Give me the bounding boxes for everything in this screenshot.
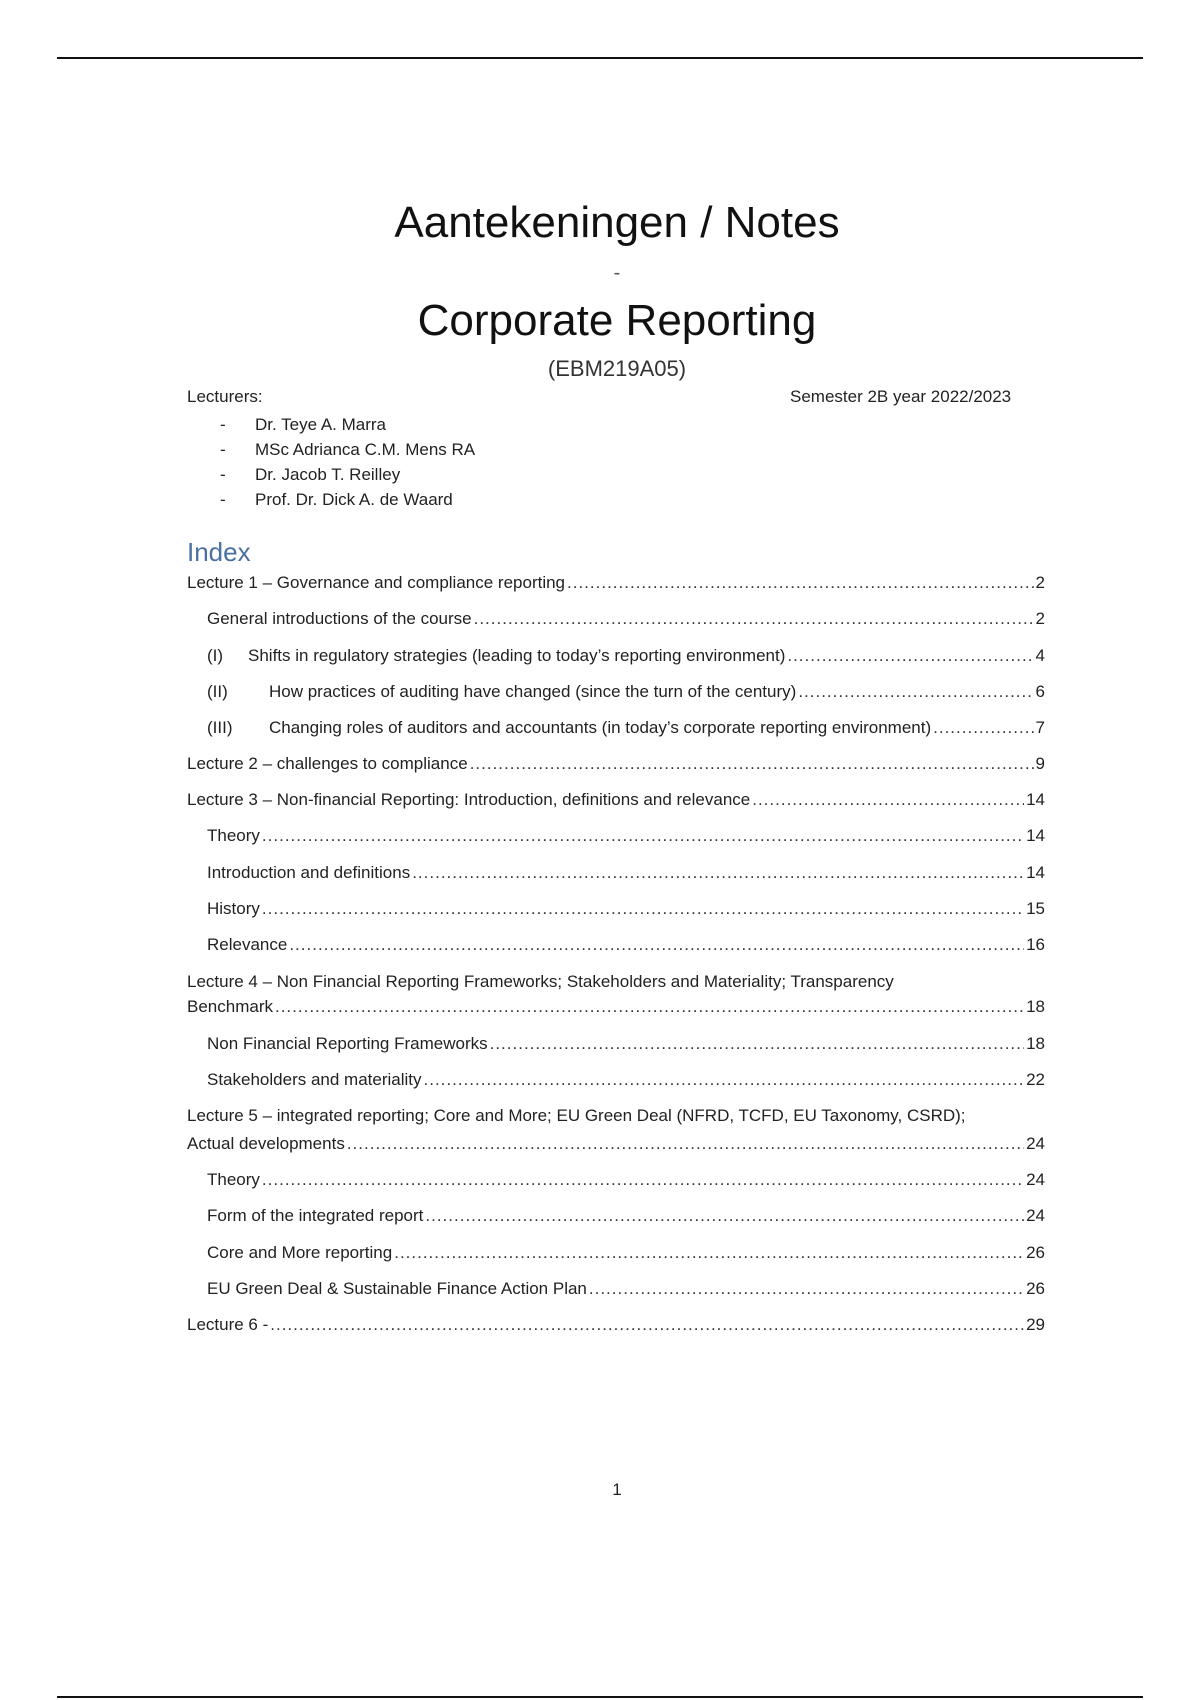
toc-leader-dots (470, 751, 1034, 776)
toc-page-number: 26 (1026, 1243, 1045, 1262)
toc-entry-numeral: (III) (207, 718, 233, 737)
toc-page-number: 26 (1026, 1279, 1045, 1298)
toc-page-number: 4 (1035, 646, 1045, 665)
lecturer-item (220, 462, 475, 487)
toc-leader-dots (289, 932, 1024, 957)
toc-entry-text: Benchmark (187, 997, 273, 1016)
toc-entry-text: Shifts in regulatory strategies (leading to today’s reporting environment) (248, 646, 786, 665)
toc-entry-introduction-definitions[interactable] (187, 860, 1045, 885)
toc-page-number: 7 (1035, 718, 1045, 737)
toc-page-number: 24 (1026, 1206, 1045, 1225)
toc-entry-eu-green-deal[interactable] (187, 1276, 1045, 1301)
lecturer-list (220, 412, 475, 512)
toc-page-number: 16 (1026, 935, 1045, 954)
toc-page-number: 15 (1026, 899, 1045, 918)
toc-entry-lecture-6[interactable] (187, 1312, 1045, 1337)
toc-leader-dots (474, 606, 1034, 631)
toc-leader-dots (412, 860, 1024, 885)
index-heading: Index (187, 537, 251, 567)
bullet-dash: - (220, 465, 226, 484)
toc-leader-dots (424, 1067, 1025, 1092)
title-separator: - (613, 262, 621, 284)
toc-entry-numeral: (II) (207, 682, 228, 701)
toc-entry-text: Lecture 6 - (187, 1315, 269, 1334)
toc-leader-dots (262, 1167, 1024, 1192)
toc-leader-dots (752, 787, 1024, 812)
lecturer-name: MSc Adrianca C.M. Mens RA (255, 440, 476, 459)
toc-leader-dots (425, 1203, 1024, 1228)
toc-leader-dots (490, 1031, 1024, 1056)
toc-leader-dots (262, 823, 1024, 848)
toc-page-number: 14 (1026, 863, 1045, 882)
toc-page-number: 22 (1026, 1070, 1045, 1089)
toc-page-number: 2 (1035, 609, 1045, 628)
toc-leader-dots (798, 679, 1033, 704)
toc-entry-lecture-3[interactable] (187, 787, 1045, 812)
toc-entry-history[interactable] (187, 896, 1045, 921)
toc-entry-text: Introduction and definitions (207, 863, 411, 882)
toc-leader-dots (262, 896, 1024, 921)
toc-leader-dots (787, 643, 1033, 668)
lecturer-item (220, 437, 475, 462)
toc-entry-form-integrated-report[interactable] (187, 1203, 1045, 1228)
toc-entry-lecture-5[interactable] (187, 1103, 1045, 1156)
toc-entry-text: Theory (207, 826, 260, 845)
toc-page-number: 6 (1035, 682, 1045, 701)
lecturer-name: Dr. Jacob T. Reilley (255, 465, 401, 484)
bullet-dash: - (220, 490, 226, 509)
toc-entry-text: History (207, 899, 260, 918)
page-number: 1 (612, 1480, 622, 1499)
toc-entry-text: EU Green Deal & Sustainable Finance Action Plan (207, 1279, 587, 1298)
toc-entry-text-line1: Lecture 5 – integrated reporting; Core and More; EU Green Deal (NFRD, TCFD, EU Taxonomy, CSRD); (187, 1106, 966, 1125)
toc-entry-text: How practices of auditing have changed (since the turn of the century) (269, 682, 797, 701)
toc-entry-relevance[interactable] (187, 932, 1045, 957)
toc-leader-dots (933, 715, 1033, 740)
footer-rule (57, 1696, 1143, 1698)
toc-entry-stakeholders-materiality[interactable] (187, 1067, 1045, 1092)
toc-page-number: 2 (1035, 573, 1045, 592)
toc-entry-nfr-frameworks[interactable] (187, 1031, 1045, 1056)
toc-entry-core-and-more[interactable] (187, 1240, 1045, 1265)
toc-entry-text: Changing roles of auditors and accountants (in today’s corporate reporting environment) (269, 718, 932, 737)
toc-leader-dots (589, 1276, 1024, 1301)
toc-leader-dots (567, 570, 1034, 595)
toc-page-number: 18 (1026, 997, 1045, 1016)
toc-leader-dots (275, 994, 1024, 1019)
toc-entry-text: Lecture 1 – Governance and compliance reporting (187, 573, 566, 592)
lecturers-label: Lecturers: (187, 387, 263, 406)
toc-page-number: 14 (1026, 790, 1045, 809)
toc-page-number: 9 (1035, 754, 1045, 773)
toc-entry-auditing-practices[interactable] (187, 679, 1045, 704)
toc-entry-text: Relevance (207, 935, 288, 954)
lecturer-name: Dr. Teye A. Marra (255, 415, 387, 434)
toc-page-number: 24 (1026, 1134, 1045, 1153)
toc-entry-text: Stakeholders and materiality (207, 1070, 422, 1089)
toc-page-number: 18 (1026, 1034, 1045, 1053)
toc-entry-shifts-regulatory[interactable] (187, 643, 1045, 668)
toc-page-number: 24 (1026, 1170, 1045, 1189)
toc-entry-text: Theory (207, 1170, 260, 1189)
toc-entry-numeral: (I) (207, 646, 224, 665)
toc-leader-dots (347, 1131, 1024, 1156)
toc-entry-text: Form of the integrated report (207, 1206, 424, 1225)
toc-entry-lecture-4[interactable] (187, 969, 1045, 1019)
lecturer-item (220, 412, 475, 437)
toc-entry-theory[interactable] (187, 823, 1045, 848)
document-title: Aantekeningen / Notes (394, 198, 840, 247)
course-code: (EBM219A05) (547, 356, 687, 381)
toc-page-number: 29 (1026, 1315, 1045, 1334)
toc-entry-theory[interactable] (187, 1167, 1045, 1192)
toc-entry-text: Lecture 3 – Non-financial Reporting: Introduction, definitions and relevance (187, 790, 751, 809)
toc-page-number: 14 (1026, 826, 1045, 845)
toc-entry-changing-roles[interactable] (187, 715, 1045, 740)
toc-entry-general-introductions[interactable] (187, 606, 1045, 631)
toc-leader-dots (270, 1312, 1024, 1337)
bullet-dash: - (220, 440, 226, 459)
semester-label: Semester 2B year 2022/2023 (790, 387, 1012, 406)
header-rule (57, 57, 1143, 59)
toc-entry-text-line1: Lecture 4 – Non Financial Reporting Frameworks; Stakeholders and Materiality; Transparency (187, 972, 894, 991)
toc-entry-text: Lecture 2 – challenges to compliance (187, 754, 468, 773)
document-subtitle: Corporate Reporting (417, 296, 817, 345)
toc-entry-text: General introductions of the course (207, 609, 472, 628)
lecturer-name: Prof. Dr. Dick A. de Waard (255, 490, 453, 509)
toc-entry-text: Core and More reporting (207, 1243, 393, 1262)
table-of-contents (187, 570, 1045, 1337)
toc-leader-dots (394, 1240, 1024, 1265)
toc-entry-text: Non Financial Reporting Frameworks (207, 1034, 488, 1053)
bullet-dash: - (220, 415, 226, 434)
toc-entry-text: Actual developments (187, 1134, 345, 1153)
lecturer-item (220, 487, 475, 512)
toc-entry-lecture-1[interactable] (187, 570, 1045, 595)
toc-entry-lecture-2[interactable] (187, 751, 1045, 776)
